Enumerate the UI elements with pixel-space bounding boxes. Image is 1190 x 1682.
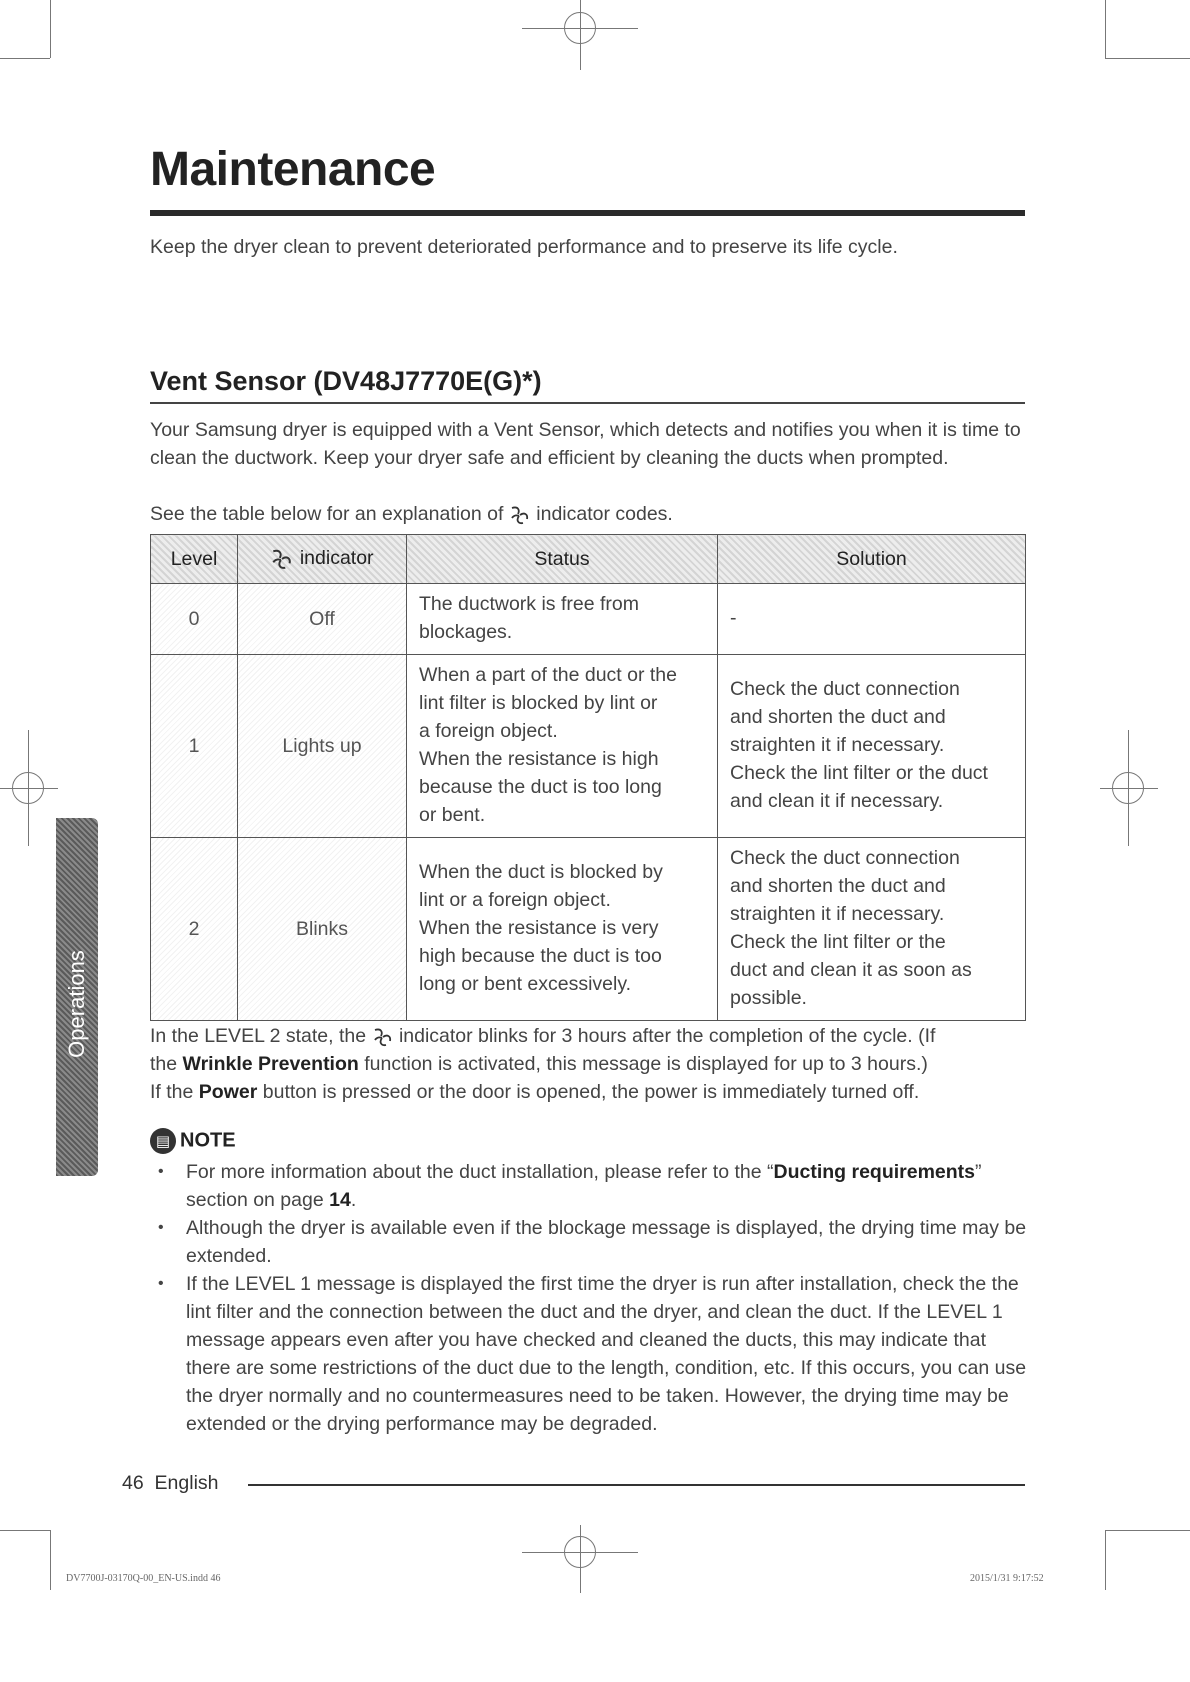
- registration-mark: [564, 1536, 596, 1568]
- note-list: [150, 1158, 1030, 1438]
- section-paragraph-2: See the table below for an explanation of indicator codes.: [150, 503, 673, 525]
- crop-mark: [1105, 1530, 1106, 1590]
- table-row: [151, 655, 1026, 838]
- table-header-row: [151, 535, 1026, 584]
- cell-level: 1: [151, 655, 238, 838]
- note-heading: ▤ NOTE: [150, 1128, 236, 1154]
- section-paragraph: Your Samsung dryer is equipped with a Vent Sensor, which detects and notifies you when it is time to clean the ductwork. Keep your dryer safe and efficient by cleaning the ducts when prompted.: [150, 419, 1021, 469]
- crop-mark: [1105, 0, 1106, 58]
- cell-level: 0: [151, 584, 238, 655]
- note-icon: ▤: [150, 1128, 176, 1154]
- list-item: • Although the dryer is available even if the blockage message is displayed, the drying time may be extended.: [150, 1214, 1030, 1270]
- section-title: Vent Sensor (DV48J7770E(G)*): [150, 366, 542, 396]
- cell-solution: -: [718, 584, 1026, 655]
- section-rule: [150, 402, 1025, 404]
- table-row: [151, 584, 1026, 655]
- wrinkle-prevention-term: Wrinkle Prevention: [182, 1053, 359, 1075]
- page-number: 46: [122, 1472, 144, 1494]
- crop-mark: [1105, 58, 1190, 59]
- page-ref: 14: [329, 1189, 351, 1211]
- cell-status: When the duct is blocked by lint or a foreign object. When the resistance is very high because the duct is too long or bent excessively.: [407, 838, 718, 1021]
- footer-language: English: [154, 1472, 219, 1494]
- crop-mark: [50, 0, 51, 58]
- vent-sensor-icon: [509, 504, 531, 526]
- print-slug-file: DV7700J-03170Q-00_EN-US.indd 46: [66, 1573, 221, 1584]
- cell-solution: Check the duct connection and shorten the duct and straighten it if necessary. Check the lint filter or the duct and clean it as soon as possible.: [718, 838, 1026, 1021]
- cell-level: 2: [151, 838, 238, 1021]
- header-level: Level: [151, 535, 238, 584]
- cell-indicator: Off: [238, 584, 407, 655]
- cell-solution: Check the duct connection and shorten the duct and straighten it if necessary. Check the lint filter or the duct and clean it if necessary.: [718, 655, 1026, 838]
- ducting-requirements-ref: Ducting requirements: [773, 1161, 976, 1183]
- page-footer: [122, 1472, 219, 1495]
- cell-indicator: Blinks: [238, 838, 407, 1021]
- header-solution: Solution: [718, 535, 1026, 584]
- registration-mark: [564, 12, 596, 44]
- header-status: Status: [407, 535, 718, 584]
- list-item: • If the LEVEL 1 message is displayed the first time the dryer is run after installation, check the the lint filter and the connection between the duct and the dryer, and clean the duct. If the LEVEL 1 message appears even after you have checked and cleaned the ducts, this may indicate that there are some restrictions of the duct due to the length, condition, etc. If this occurs, you can use the dryer normally and no countermeasures need to be taken. However, the drying time may be extended or the drying performance may be degraded.: [150, 1270, 1030, 1438]
- registration-mark: [1112, 772, 1144, 804]
- vent-sensor-icon: [270, 547, 294, 571]
- crop-mark: [0, 58, 50, 59]
- level-2-explanation: In the LEVEL 2 state, the indicator blinks for 3 hours after the completion of the cycle. (If the Wrinkle Prevention function is activated, this message is displayed for up to 3 hours.) If the Power button is pressed or the door is opened, the power is immediately turned off.: [150, 1025, 936, 1103]
- crop-mark: [0, 1530, 50, 1531]
- vent-sensor-icon: [372, 1026, 394, 1048]
- registration-mark: [12, 772, 44, 804]
- header-indicator: indicator: [238, 535, 407, 584]
- footer-rule: [248, 1484, 1025, 1486]
- cell-indicator: Lights up: [238, 655, 407, 838]
- intro-text: Keep the dryer clean to prevent deteriorated performance and to preserve its life cycle.: [150, 236, 898, 258]
- title-rule: [150, 210, 1025, 216]
- power-term: Power: [198, 1081, 258, 1103]
- cell-status: The ductwork is free from blockages.: [407, 584, 718, 655]
- list-item: • For more information about the duct installation, please refer to the “Ducting requirements” section on page 14.: [150, 1158, 1030, 1214]
- crop-mark: [50, 1530, 51, 1590]
- table-row: [151, 838, 1026, 1021]
- page-title: Maintenance: [150, 143, 436, 196]
- print-slug-date: 2015/1/31 9:17:52: [970, 1573, 1044, 1584]
- indicator-table: [150, 534, 1026, 1021]
- crop-mark: [1105, 1530, 1190, 1531]
- section-tab: Operations: [56, 818, 98, 1176]
- cell-status: When a part of the duct or the lint filter is blocked by lint or a foreign object. When the resistance is high because the duct is too long or bent.: [407, 655, 718, 838]
